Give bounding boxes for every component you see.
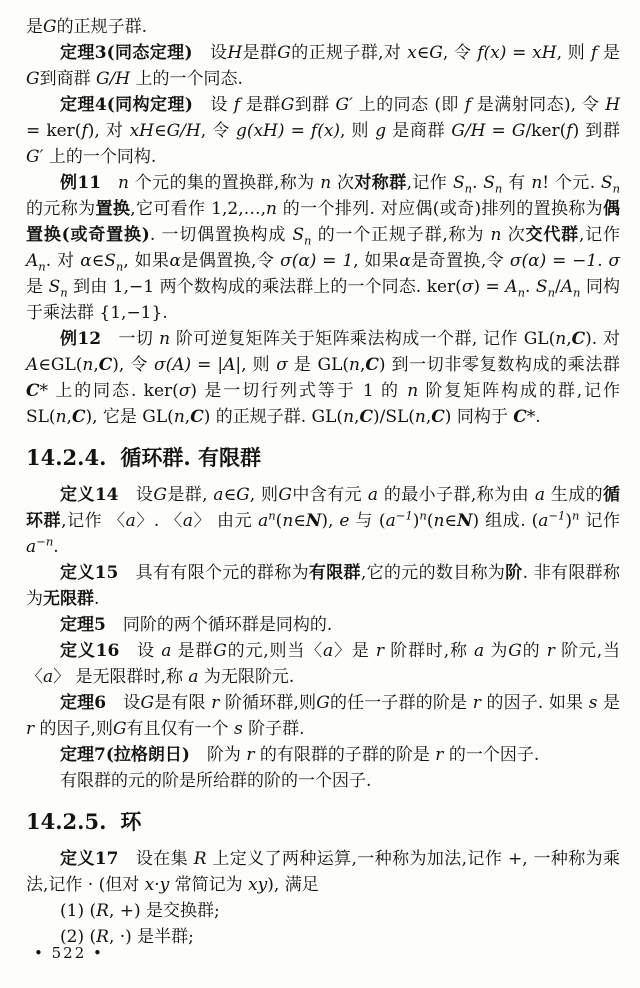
text-run: , bbox=[425, 407, 432, 427]
text-run: ( bbox=[275, 511, 283, 531]
text-run: 是群 bbox=[171, 641, 214, 661]
text-run: A bbox=[26, 355, 39, 375]
text-run: 有限群 bbox=[308, 563, 361, 583]
page-number: • 522 • bbox=[34, 944, 104, 962]
text-run: 同构于乘法群 {1,−1}. bbox=[26, 277, 621, 323]
text-run: 阶复矩阵构成的群,记作 SL( bbox=[26, 381, 620, 427]
text-run: ), bbox=[321, 511, 340, 531]
text-run: ∈GL( bbox=[38, 355, 83, 375]
text-run: 中含有元 bbox=[291, 485, 368, 505]
text-run: 阶群时,称 bbox=[384, 641, 475, 661]
text-run: 对称群 bbox=[354, 173, 407, 193]
text-run: σ(α) = −1 bbox=[509, 251, 598, 271]
text-run: x·y bbox=[144, 875, 170, 895]
text-run: 14.2.4. bbox=[26, 445, 107, 470]
text-run: G bbox=[316, 693, 330, 713]
text-run: ) bbox=[412, 511, 420, 531]
text-run: 是 GL( bbox=[287, 355, 349, 375]
text-run: −1 bbox=[548, 508, 566, 523]
text-run: 定义14 bbox=[60, 485, 119, 505]
text-run: G/H bbox=[96, 69, 131, 89]
text-run: 为 bbox=[484, 641, 509, 661]
text-run: 是群 bbox=[242, 43, 278, 63]
text-run: ) 组成. ( bbox=[472, 511, 539, 531]
text-run: = ker( bbox=[26, 121, 82, 141]
text-run: G′ bbox=[26, 147, 44, 167]
text-run: a bbox=[258, 511, 269, 531]
text-run: 个元的集的置换群,称为 bbox=[129, 173, 321, 193]
text-run: G bbox=[278, 485, 292, 505]
text-run: ), 对 bbox=[87, 121, 130, 141]
text-run: S bbox=[292, 225, 305, 245]
theorem-5 bbox=[26, 612, 620, 638]
text-run: 定理5 bbox=[60, 615, 106, 635]
text-run: G bbox=[280, 95, 295, 115]
text-run: 无限群 bbox=[43, 589, 94, 609]
text-run: ,它的元的数目称为 bbox=[360, 563, 506, 583]
text-run: n bbox=[464, 181, 473, 196]
text-run: ∈ bbox=[223, 485, 237, 505]
text-run: , 如果 bbox=[123, 251, 170, 271]
text-run: g(xH) = f(x) bbox=[235, 121, 341, 141]
text-run: n bbox=[115, 259, 124, 274]
text-run: 定理3(同态定理) bbox=[60, 43, 193, 63]
theorem-7-lagrange bbox=[26, 742, 620, 768]
text-run: 设 bbox=[106, 693, 141, 713]
text-run: H bbox=[227, 43, 243, 63]
text-run: (1) ( bbox=[60, 901, 97, 921]
text-run: 的 bbox=[521, 641, 547, 661]
text-run: α∈S bbox=[80, 251, 116, 271]
text-run: n bbox=[433, 511, 445, 531]
text-run: 记作 bbox=[579, 511, 620, 531]
text-run: 定义15 bbox=[60, 563, 119, 583]
section-heading-14-2-4 bbox=[26, 445, 620, 471]
text-run: , +) 是交换群; bbox=[108, 901, 220, 921]
text-run: r bbox=[546, 641, 555, 661]
text-run: 是 bbox=[26, 17, 43, 37]
text-run: 次 bbox=[331, 173, 355, 193]
text-run: σ(A) = |A| bbox=[153, 355, 242, 375]
text-run: σ(α) = 1 bbox=[280, 251, 354, 271]
text-run: n bbox=[82, 355, 94, 375]
text-run: e bbox=[339, 511, 350, 531]
text-run: * 上的同态. ker( bbox=[39, 381, 179, 401]
text-run: . bbox=[597, 251, 609, 271]
text-run: 的正规子群. bbox=[56, 17, 147, 37]
text-run: ) bbox=[565, 511, 573, 531]
text-run: C bbox=[431, 407, 445, 427]
text-run: 的一个正规子群,称为 bbox=[311, 225, 491, 245]
text-run: a bbox=[385, 511, 396, 531]
text-run: , bbox=[566, 329, 572, 349]
text-run: C bbox=[359, 407, 373, 427]
text-run: , 令 bbox=[442, 43, 478, 63]
text-run: , 令 bbox=[200, 121, 236, 141]
text-run: n bbox=[304, 233, 312, 248]
text-run: ) 是一切行列式等于 1 的 bbox=[190, 381, 408, 401]
text-run: , ·) 是半群; bbox=[108, 927, 194, 947]
text-run: 是奇置换,令 bbox=[410, 251, 510, 271]
text-run: s bbox=[588, 693, 598, 713]
text-run: N bbox=[457, 511, 473, 531]
text-run: 设 bbox=[192, 43, 228, 63]
text-run: 上的同态 (即 bbox=[352, 95, 465, 115]
text-run: 的一个排列. 对应偶(或奇)排列的置换称为 bbox=[276, 199, 604, 219]
example-12-general-linear-group bbox=[26, 326, 620, 430]
text-run: a bbox=[188, 667, 199, 687]
text-run: n bbox=[494, 181, 503, 196]
text-run: A bbox=[560, 277, 574, 297]
text-run: 上定义了两种运算,一种称为加法,记作 +, 一种称为乘法,记作 · (但对 bbox=[26, 849, 620, 895]
text-run: 是商群 bbox=[386, 121, 452, 141]
text-run: xy bbox=[248, 875, 268, 895]
text-run: ( bbox=[426, 511, 434, 531]
text-run: 常简记为 bbox=[169, 875, 249, 895]
text-run: , 如果 bbox=[353, 251, 400, 271]
text-run: N bbox=[305, 511, 322, 531]
text-run: r bbox=[472, 693, 481, 713]
text-run: 阶子群. bbox=[242, 719, 305, 739]
text-run: 设 bbox=[192, 95, 234, 115]
example-11-symmetric-group bbox=[26, 170, 620, 326]
text-run: *. bbox=[526, 407, 541, 427]
text-run: S bbox=[535, 277, 548, 297]
text-run: ,记作 bbox=[578, 225, 621, 245]
text-run: G′ bbox=[335, 95, 353, 115]
text-run: C bbox=[365, 355, 379, 375]
text-run: 设 bbox=[118, 485, 154, 505]
text-run: G bbox=[213, 641, 227, 661]
text-run: r bbox=[26, 719, 35, 739]
text-run: 是偶置换,令 bbox=[180, 251, 281, 271]
text-run: n bbox=[517, 285, 526, 300]
text-run: n bbox=[118, 173, 129, 193]
text-run: ) 的正规子群. GL( bbox=[203, 407, 344, 427]
text-run: . bbox=[53, 537, 59, 557]
text-run: ), 令 bbox=[112, 355, 154, 375]
text-run: n bbox=[419, 508, 427, 523]
text-run: , bbox=[93, 355, 99, 375]
text-run: C bbox=[71, 407, 86, 427]
text-run: a bbox=[125, 511, 136, 531]
text-run: 定理7(拉格朗日) bbox=[60, 745, 190, 765]
text-run: n bbox=[60, 285, 68, 300]
text-run: A bbox=[505, 277, 518, 297]
text-run: , bbox=[66, 407, 72, 427]
text-run: C bbox=[513, 407, 527, 427]
text-run: 的有限群的子群的阶是 bbox=[254, 745, 436, 765]
text-run: = bbox=[485, 121, 512, 141]
text-run: G bbox=[236, 485, 250, 505]
text-run: 阶为 bbox=[189, 745, 247, 765]
text-run: S bbox=[48, 277, 61, 297]
text-run: 是有限 bbox=[154, 693, 212, 713]
text-run: C bbox=[98, 355, 113, 375]
text-run: r bbox=[375, 641, 385, 661]
text-run: −1 bbox=[395, 508, 413, 523]
text-run: , bbox=[354, 407, 360, 427]
text-run: R bbox=[96, 901, 109, 921]
text-run: 例11 bbox=[60, 173, 102, 193]
text-run: 〉是 bbox=[333, 641, 376, 661]
text-run: n bbox=[282, 511, 294, 531]
text-run: α bbox=[169, 251, 181, 271]
text-run: 例12 bbox=[60, 329, 102, 349]
definition-14-cyclic-group bbox=[26, 482, 620, 560]
text-run: 有限群的元的阶是所给群的阶的一个因子. bbox=[60, 771, 372, 791]
text-run: G bbox=[508, 641, 522, 661]
text-run: 定理4(同构定理) bbox=[60, 95, 193, 115]
text-run: S bbox=[600, 173, 613, 193]
text-run: . 一切偶置换构成 bbox=[149, 225, 293, 245]
text-run: 与 ( bbox=[349, 511, 386, 531]
text-run: ) 到群 bbox=[572, 121, 620, 141]
text-run: 同阶的两个循环群是同构的. bbox=[105, 615, 333, 635]
text-run: n bbox=[490, 225, 502, 245]
text-run: 上的一个同构. bbox=[43, 147, 157, 167]
text-run: )/SL( bbox=[372, 407, 415, 427]
text-run: R bbox=[96, 927, 109, 947]
text-run: 〉. 〈 bbox=[135, 511, 183, 531]
text-run: a bbox=[213, 485, 224, 505]
text-run: 阶 bbox=[505, 563, 523, 583]
text-run: . bbox=[525, 277, 536, 297]
text-run: n bbox=[159, 329, 171, 349]
text-run: ∈ bbox=[444, 511, 457, 531]
text-run: g bbox=[375, 121, 387, 141]
text-run: G bbox=[511, 121, 526, 141]
theorem-4-isomorphism bbox=[26, 92, 620, 170]
text-run: G bbox=[153, 485, 167, 505]
text-run: ,记作 〈 bbox=[61, 511, 126, 531]
text-run: ) 到一切非零复数构成的乘法群 bbox=[378, 355, 620, 375]
text-run: n bbox=[343, 407, 355, 427]
text-run: a bbox=[538, 511, 549, 531]
text-run: 是群, bbox=[166, 485, 214, 505]
corollary-paragraph bbox=[26, 768, 620, 794]
text-run: , bbox=[184, 407, 191, 427]
text-run: /ker( bbox=[525, 121, 567, 141]
text-run: 交代群 bbox=[525, 225, 579, 245]
text-run: a bbox=[474, 641, 485, 661]
text-run: 是 bbox=[597, 693, 621, 713]
continuation-paragraph bbox=[26, 14, 620, 40]
text-run: a bbox=[534, 485, 545, 505]
text-run: a bbox=[43, 667, 54, 687]
text-run: G bbox=[43, 17, 57, 37]
text-run: n bbox=[266, 199, 277, 219]
text-run: G bbox=[277, 43, 291, 63]
text-run: n bbox=[573, 285, 581, 300]
text-run: , 则 bbox=[241, 355, 277, 375]
text-run: C bbox=[571, 329, 586, 349]
text-run: 〉 由元 bbox=[192, 511, 259, 531]
text-run: ∈ bbox=[293, 511, 306, 531]
text-run: ) = bbox=[473, 277, 506, 297]
text-run: 的因子. 如果 bbox=[480, 693, 589, 713]
text-run: 一切 bbox=[101, 329, 160, 349]
text-run: 到商群 bbox=[39, 69, 96, 89]
text-run: C bbox=[190, 407, 204, 427]
text-run: 设 bbox=[119, 641, 162, 661]
text-run: . bbox=[94, 589, 100, 609]
text-run: n bbox=[414, 407, 426, 427]
document-body bbox=[26, 14, 620, 950]
text-run: 阶元,当 〈 bbox=[26, 641, 620, 687]
text-run: (2) ( bbox=[60, 927, 97, 947]
text-run: ,记作 bbox=[406, 173, 453, 193]
text-run: 的最小子群,称为由 bbox=[378, 485, 535, 505]
text-run: r bbox=[211, 693, 220, 713]
text-run: 循环群 bbox=[26, 485, 621, 531]
text-run: 14.2.5. bbox=[26, 809, 107, 834]
text-run: ), 它是 GL( bbox=[85, 407, 174, 427]
text-run: 到群 bbox=[294, 95, 336, 115]
text-run: 次 bbox=[501, 225, 526, 245]
text-run: 有 bbox=[502, 173, 532, 193]
text-run: 〉 是无限群时,称 bbox=[53, 667, 189, 687]
text-run: −n bbox=[36, 534, 54, 549]
text-run: 阶循环群,则 bbox=[219, 693, 317, 713]
text-run: r bbox=[435, 745, 444, 765]
text-run: H bbox=[605, 95, 621, 115]
text-run: 定理6 bbox=[60, 693, 107, 713]
text-run: 环 bbox=[120, 809, 142, 834]
text-run: 定义16 bbox=[60, 641, 120, 661]
text-run: f bbox=[464, 95, 471, 115]
text-run: f bbox=[566, 121, 573, 141]
text-run: ,它可看作 1,2,…, bbox=[130, 199, 267, 219]
text-run: 的正规子群,对 bbox=[290, 43, 408, 63]
text-run: 上的一个同态. bbox=[130, 69, 243, 89]
text-run: n bbox=[320, 173, 332, 193]
text-run: n bbox=[572, 508, 580, 523]
text-run: 的任一子群的阶是 bbox=[329, 693, 473, 713]
text-run: , 则 bbox=[556, 43, 591, 63]
definition-16-element-order bbox=[26, 638, 620, 690]
text-run: f bbox=[81, 121, 88, 141]
text-run: 是 bbox=[597, 43, 621, 63]
text-run: σ bbox=[461, 277, 474, 297]
text-run: 为无限阶元. bbox=[198, 667, 295, 687]
text-run: S bbox=[483, 173, 495, 193]
text-run: 的元称为 bbox=[26, 199, 96, 219]
text-run: , 则 bbox=[249, 485, 279, 505]
text-run: n bbox=[349, 355, 360, 375]
text-run: / bbox=[555, 277, 561, 297]
text-run: n bbox=[612, 181, 620, 196]
text-run: r bbox=[246, 745, 255, 765]
text-run: 是群 bbox=[240, 95, 281, 115]
text-run: 到由 1,−1 两个数构成的乘法群上的一个同态. ker( bbox=[67, 277, 462, 297]
text-run: , bbox=[359, 355, 366, 375]
text-run: f(x) = xH bbox=[477, 43, 557, 63]
text-run: n bbox=[547, 285, 555, 300]
text-run: a bbox=[323, 641, 334, 661]
text-run: ) 同构于 bbox=[444, 407, 514, 427]
text-run: 是满射同态), 令 bbox=[471, 95, 606, 115]
text-run: . 非有限群称为 bbox=[26, 563, 621, 609]
text-run: n bbox=[407, 381, 419, 401]
text-run: 有且仅有一个 bbox=[126, 719, 234, 739]
text-run: n bbox=[555, 329, 567, 349]
text-run: xH∈G/H bbox=[129, 121, 201, 141]
text-run: a bbox=[182, 511, 193, 531]
text-run: a bbox=[367, 485, 379, 505]
text-run: σ bbox=[276, 355, 288, 375]
text-run: 置换 bbox=[95, 199, 131, 219]
definition-15-finite-group bbox=[26, 560, 620, 612]
text-run: s bbox=[233, 719, 243, 739]
theorem-6 bbox=[26, 690, 620, 742]
text-run: ! 个元. bbox=[542, 173, 601, 193]
ring-axiom-1 bbox=[26, 898, 620, 924]
text-run: G bbox=[112, 719, 127, 739]
text-run: 的元,则当〈 bbox=[226, 641, 324, 661]
text-run: 的因子,则 bbox=[34, 719, 113, 739]
text-run: 偶置换(或奇置换) bbox=[26, 199, 621, 245]
text-run: G/H bbox=[451, 121, 486, 141]
text-run: n bbox=[173, 407, 185, 427]
text-run: ). 对 bbox=[585, 329, 620, 349]
text-run: x∈G bbox=[407, 43, 443, 63]
text-run: G bbox=[140, 693, 155, 713]
text-run: α bbox=[399, 251, 411, 271]
text-run: f bbox=[590, 43, 598, 63]
text-run: f bbox=[233, 95, 240, 115]
text-run: σ bbox=[608, 251, 621, 271]
text-run: . bbox=[472, 173, 484, 193]
text-run: n bbox=[531, 173, 543, 193]
text-run: 具有有限个元的群称为 bbox=[118, 563, 309, 583]
text-run: n bbox=[268, 508, 276, 523]
definition-17-ring bbox=[26, 846, 620, 898]
text-run: 的一个因子. bbox=[443, 745, 540, 765]
text-run: 生成的 bbox=[544, 485, 604, 505]
text-run bbox=[101, 173, 118, 193]
text-run: 循环群. 有限群 bbox=[120, 445, 262, 470]
text-run: G bbox=[26, 69, 40, 89]
text-run: n bbox=[55, 407, 67, 427]
text-run: a bbox=[26, 537, 37, 557]
theorem-3-homomorphism bbox=[26, 40, 620, 92]
text-run: . 对 bbox=[45, 251, 81, 271]
text-run: 定义17 bbox=[60, 849, 119, 869]
text-run: A bbox=[26, 251, 39, 271]
text-run: 是 bbox=[26, 277, 49, 297]
text-run: S bbox=[452, 173, 465, 193]
text-run: 设在集 bbox=[118, 849, 194, 869]
text-run: a bbox=[161, 641, 172, 661]
ring-axiom-2 bbox=[26, 924, 620, 950]
text-run: ), 满足 bbox=[267, 875, 319, 895]
text-run: , 则 bbox=[340, 121, 376, 141]
text-run: n bbox=[38, 259, 46, 274]
section-heading-14-2-5 bbox=[26, 809, 620, 835]
text-run: R bbox=[193, 849, 207, 869]
text-run: C bbox=[26, 381, 40, 401]
text-run: 阶可逆复矩阵关于矩阵乘法构成一个群, 记作 GL( bbox=[170, 329, 556, 349]
text-run: σ bbox=[178, 381, 191, 401]
